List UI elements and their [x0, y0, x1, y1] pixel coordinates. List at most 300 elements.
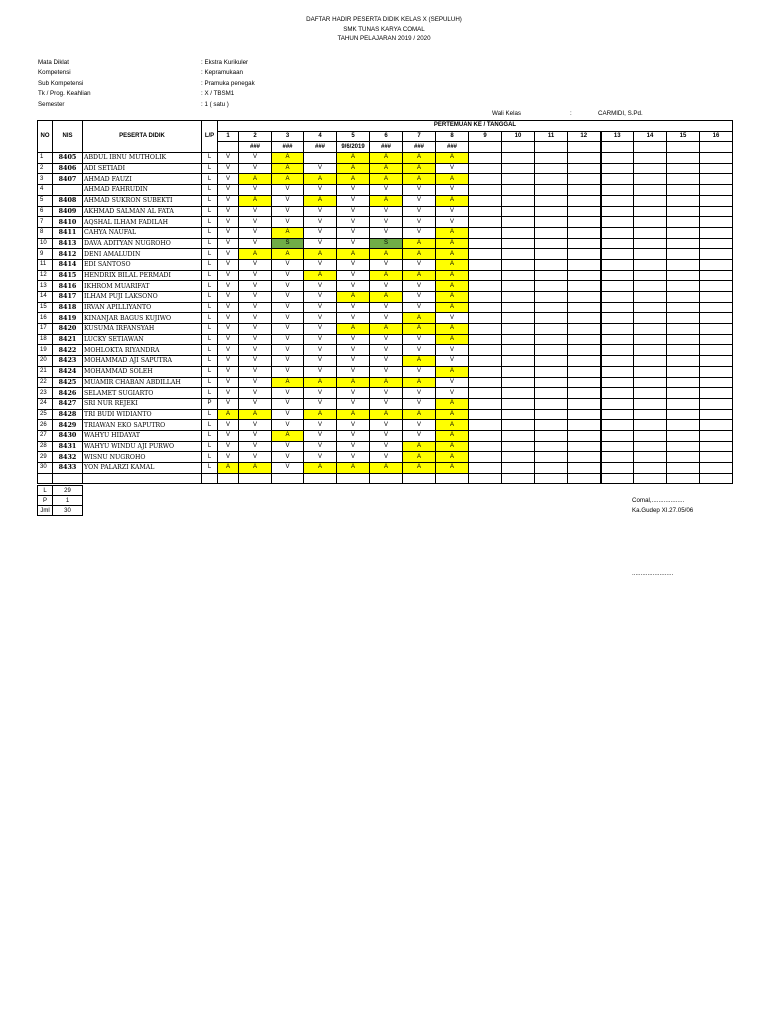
meeting-date: ###: [304, 142, 337, 153]
empty-cell: [601, 473, 634, 484]
attendance-cell: [535, 238, 568, 249]
wali-kelas-name: CARMIDI, S.Pd.: [598, 110, 643, 117]
meeting-date: ###: [239, 142, 272, 153]
attendance-cell: [700, 195, 733, 206]
attendance-cell: [667, 441, 700, 452]
attendance-cell: [535, 345, 568, 356]
attendance-cell: [700, 366, 733, 377]
attendance-cell: [700, 281, 733, 292]
attendance-cell: [667, 377, 700, 388]
attendance-cell: A: [403, 238, 436, 249]
attendance-cell: [502, 388, 535, 399]
attendance-cell: V: [436, 388, 469, 399]
row-no: 2: [38, 163, 53, 174]
attendance-cell: [667, 153, 700, 164]
attendance-cell: [634, 163, 667, 174]
attendance-cell: A: [436, 174, 469, 185]
row-nis: 8426: [53, 388, 83, 399]
meta-label: Mata Diklat: [38, 59, 69, 66]
attendance-cell: [601, 388, 634, 399]
summary-row: [38, 486, 83, 496]
attendance-cell: [667, 249, 700, 260]
attendance-cell: V: [304, 388, 337, 399]
attendance-cell: A: [337, 377, 370, 388]
attendance-cell: A: [337, 174, 370, 185]
attendance-cell: V: [272, 398, 304, 409]
attendance-cell: [535, 377, 568, 388]
attendance-cell: [535, 227, 568, 238]
attendance-cell: [535, 420, 568, 431]
row-lp: L: [202, 441, 218, 452]
attendance-cell: V: [218, 185, 239, 196]
attendance-cell: V: [403, 430, 436, 441]
attendance-cell: [502, 153, 535, 164]
attendance-cell: V: [436, 206, 469, 217]
row-no: 18: [38, 334, 53, 345]
attendance-cell: V: [218, 420, 239, 431]
meeting-date: [218, 142, 239, 153]
table-row: [38, 388, 733, 399]
row-no: 29: [38, 452, 53, 463]
attendance-cell: V: [337, 259, 370, 270]
attendance-cell: [535, 195, 568, 206]
attendance-cell: [634, 420, 667, 431]
attendance-cell: V: [304, 441, 337, 452]
attendance-cell: [568, 334, 601, 345]
attendance-cell: V: [403, 195, 436, 206]
row-name: TRI BUDI WIDIANTO: [83, 409, 202, 420]
table-row: [38, 270, 733, 281]
attendance-cell: [469, 174, 502, 185]
row-no: 3: [38, 174, 53, 185]
attendance-cell: [568, 195, 601, 206]
attendance-cell: [568, 441, 601, 452]
row-lp: L: [202, 249, 218, 260]
attendance-cell: [601, 420, 634, 431]
attendance-cell: V: [370, 185, 403, 196]
attendance-cell: A: [239, 409, 272, 420]
attendance-cell: [700, 334, 733, 345]
row-nis: 8413: [53, 238, 83, 249]
attendance-cell: V: [304, 345, 337, 356]
attendance-cell: [535, 409, 568, 420]
attendance-cell: V: [403, 334, 436, 345]
row-name: MUAMIR CHABAN ABDILLAH: [83, 377, 202, 388]
attendance-cell: [601, 345, 634, 356]
attendance-cell: [568, 174, 601, 185]
attendance-cell: V: [370, 398, 403, 409]
attendance-cell: [634, 356, 667, 367]
attendance-cell: [568, 452, 601, 463]
row-no: 20: [38, 356, 53, 367]
row-no: 19: [38, 345, 53, 356]
attendance-cell: V: [239, 441, 272, 452]
attendance-cell: V: [218, 270, 239, 281]
attendance-cell: [568, 313, 601, 324]
row-no: 9: [38, 249, 53, 260]
empty-cell: [202, 473, 218, 484]
attendance-cell: [568, 302, 601, 313]
row-no: 1: [38, 153, 53, 164]
empty-cell: [667, 473, 700, 484]
attendance-cell: V: [370, 313, 403, 324]
attendance-cell: A: [403, 163, 436, 174]
footer-place-date: Comal,...................: [632, 497, 685, 504]
attendance-cell: V: [304, 217, 337, 228]
row-lp: L: [202, 313, 218, 324]
table-row: [38, 259, 733, 270]
empty-cell: [634, 473, 667, 484]
attendance-cell: V: [218, 388, 239, 399]
attendance-cell: V: [337, 238, 370, 249]
attendance-cell: [535, 356, 568, 367]
row-nis: 8428: [53, 409, 83, 420]
attendance-cell: A: [403, 409, 436, 420]
attendance-cell: V: [272, 259, 304, 270]
row-lp: L: [202, 324, 218, 335]
attendance-cell: [568, 185, 601, 196]
attendance-cell: [700, 217, 733, 228]
attendance-cell: [535, 174, 568, 185]
attendance-cell: V: [239, 302, 272, 313]
attendance-cell: A: [436, 409, 469, 420]
attendance-cell: A: [436, 153, 469, 164]
attendance-cell: [634, 217, 667, 228]
table-row: [38, 195, 733, 206]
attendance-cell: [469, 377, 502, 388]
attendance-cell: V: [436, 345, 469, 356]
meeting-number: 4: [304, 131, 337, 142]
attendance-cell: [535, 463, 568, 474]
table-row: [38, 153, 733, 164]
attendance-cell: [568, 238, 601, 249]
attendance-cell: [568, 292, 601, 303]
row-nis: 8414: [53, 259, 83, 270]
meeting-number: 2: [239, 131, 272, 142]
attendance-cell: [469, 366, 502, 377]
row-no: 21: [38, 366, 53, 377]
attendance-cell: [634, 195, 667, 206]
attendance-cell: [502, 377, 535, 388]
attendance-cell: [667, 463, 700, 474]
attendance-cell: [601, 334, 634, 345]
attendance-cell: [634, 430, 667, 441]
attendance-cell: V: [337, 281, 370, 292]
attendance-cell: V: [337, 217, 370, 228]
attendance-cell: [535, 441, 568, 452]
row-lp: L: [202, 174, 218, 185]
wali-kelas-label: Wali Kelas: [492, 110, 521, 117]
empty-cell: [568, 473, 601, 484]
attendance-cell: V: [403, 206, 436, 217]
attendance-cell: A: [403, 270, 436, 281]
attendance-cell: V: [403, 345, 436, 356]
attendance-cell: V: [304, 302, 337, 313]
attendance-cell: V: [272, 302, 304, 313]
attendance-cell: [502, 249, 535, 260]
attendance-cell: [700, 206, 733, 217]
row-name: ADI SETIADI: [83, 163, 202, 174]
empty-cell: [53, 473, 83, 484]
row-nis: 8408: [53, 195, 83, 206]
attendance-cell: [469, 227, 502, 238]
attendance-cell: V: [239, 238, 272, 249]
attendance-cell: V: [337, 227, 370, 238]
attendance-cell: V: [304, 206, 337, 217]
attendance-cell: [568, 206, 601, 217]
attendance-cell: A: [304, 174, 337, 185]
attendance-cell: [469, 441, 502, 452]
attendance-cell: A: [403, 452, 436, 463]
row-nis: 8405: [53, 153, 83, 164]
meta-label: Tk / Prog. Keahlian: [38, 90, 91, 98]
attendance-cell: V: [304, 292, 337, 303]
attendance-cell: [535, 388, 568, 399]
summary-label: Jml: [38, 506, 53, 516]
attendance-cell: V: [370, 281, 403, 292]
table-row: [38, 238, 733, 249]
row-name: DENI AMALUDIN: [83, 249, 202, 260]
table-row: [38, 217, 733, 228]
attendance-cell: V: [272, 217, 304, 228]
attendance-cell: [469, 153, 502, 164]
attendance-cell: V: [218, 153, 239, 164]
attendance-cell: [568, 409, 601, 420]
attendance-cell: A: [272, 174, 304, 185]
table-row: [38, 398, 733, 409]
attendance-cell: [667, 409, 700, 420]
attendance-cell: A: [272, 227, 304, 238]
attendance-cell: [667, 185, 700, 196]
attendance-cell: V: [370, 441, 403, 452]
meeting-number: 14: [634, 131, 667, 142]
attendance-cell: V: [337, 452, 370, 463]
row-lp: P: [202, 398, 218, 409]
attendance-cell: [601, 270, 634, 281]
attendance-cell: [535, 163, 568, 174]
meeting-number: 11: [535, 131, 568, 142]
attendance-cell: [700, 409, 733, 420]
table-row: [38, 452, 733, 463]
row-lp: L: [202, 334, 218, 345]
attendance-cell: [502, 313, 535, 324]
attendance-cell: [700, 185, 733, 196]
attendance-cell: V: [218, 324, 239, 335]
attendance-cell: [634, 153, 667, 164]
row-name: SRI NUR REJEKI: [83, 398, 202, 409]
attendance-cell: V: [304, 398, 337, 409]
empty-cell: [502, 473, 535, 484]
attendance-cell: A: [272, 153, 304, 164]
attendance-cell: [469, 452, 502, 463]
attendance-cell: [469, 163, 502, 174]
meeting-number: 12: [568, 131, 601, 142]
row-no: 14: [38, 292, 53, 303]
attendance-cell: V: [304, 259, 337, 270]
attendance-cell: [667, 195, 700, 206]
row-name: IKHROM MUARIFAT: [83, 281, 202, 292]
attendance-cell: [469, 217, 502, 228]
row-name: AKHMAD SALMAN AL FATA: [83, 206, 202, 217]
attendance-cell: V: [272, 452, 304, 463]
attendance-cell: [535, 334, 568, 345]
attendance-cell: V: [272, 345, 304, 356]
attendance-cell: V: [370, 302, 403, 313]
summary-label: L: [38, 486, 53, 496]
row-name: ABDUL IBNU MUTHOLIK: [83, 153, 202, 164]
row-name: KINANJAR BAGUS KUJIWO: [83, 313, 202, 324]
attendance-cell: [700, 345, 733, 356]
attendance-cell: [667, 238, 700, 249]
attendance-cell: [601, 249, 634, 260]
meeting-number: 3: [272, 131, 304, 142]
attendance-cell: A: [370, 463, 403, 474]
attendance-cell: A: [436, 398, 469, 409]
meta-row: [38, 79, 255, 89]
attendance-cell: [601, 324, 634, 335]
row-lp: L: [202, 452, 218, 463]
attendance-cell: A: [403, 377, 436, 388]
summary-row: [38, 496, 83, 506]
meta-row: [38, 100, 255, 110]
attendance-cell: [667, 292, 700, 303]
row-name: MOHLOKTA RIYANDRA: [83, 345, 202, 356]
attendance-cell: [502, 334, 535, 345]
meeting-date: [469, 142, 502, 153]
attendance-cell: V: [337, 356, 370, 367]
row-lp: L: [202, 195, 218, 206]
attendance-cell: V: [304, 238, 337, 249]
attendance-cell: A: [304, 195, 337, 206]
attendance-cell: A: [436, 430, 469, 441]
attendance-cell: V: [239, 398, 272, 409]
attendance-cell: [601, 313, 634, 324]
row-lp: L: [202, 377, 218, 388]
meeting-date: [667, 142, 700, 153]
attendance-cell: V: [304, 185, 337, 196]
attendance-cell: A: [436, 259, 469, 270]
attendance-cell: V: [403, 388, 436, 399]
attendance-cell: A: [436, 463, 469, 474]
attendance-cell: V: [239, 377, 272, 388]
attendance-cell: A: [337, 324, 370, 335]
attendance-cell: [667, 302, 700, 313]
attendance-cell: V: [239, 259, 272, 270]
row-name: SELAMET SUGIARTO: [83, 388, 202, 399]
attendance-cell: V: [272, 409, 304, 420]
attendance-cell: [634, 463, 667, 474]
row-lp: L: [202, 217, 218, 228]
attendance-cell: [535, 302, 568, 313]
attendance-cell: [568, 398, 601, 409]
attendance-cell: [469, 345, 502, 356]
attendance-cell: V: [370, 356, 403, 367]
attendance-cell: [568, 388, 601, 399]
attendance-cell: V: [218, 302, 239, 313]
attendance-cell: [634, 292, 667, 303]
empty-cell: [436, 473, 469, 484]
attendance-table: [37, 120, 733, 484]
row-no: 28: [38, 441, 53, 452]
attendance-cell: [469, 302, 502, 313]
attendance-cell: [601, 153, 634, 164]
attendance-cell: A: [403, 463, 436, 474]
attendance-cell: A: [218, 463, 239, 474]
row-nis: 8406: [53, 163, 83, 174]
attendance-cell: V: [272, 366, 304, 377]
attendance-cell: V: [218, 398, 239, 409]
attendance-cell: V: [239, 163, 272, 174]
empty-cell: [535, 473, 568, 484]
attendance-cell: [601, 452, 634, 463]
attendance-cell: [568, 463, 601, 474]
header-meetings: PERTEMUAN KE / TANGGAL: [218, 121, 733, 132]
row-lp: L: [202, 366, 218, 377]
attendance-cell: [601, 292, 634, 303]
attendance-cell: [502, 430, 535, 441]
attendance-cell: A: [403, 174, 436, 185]
attendance-cell: V: [370, 366, 403, 377]
attendance-cell: V: [403, 281, 436, 292]
attendance-cell: V: [272, 206, 304, 217]
summary-table: [37, 485, 83, 516]
attendance-cell: [601, 195, 634, 206]
attendance-cell: V: [370, 420, 403, 431]
attendance-cell: A: [436, 227, 469, 238]
attendance-cell: [502, 270, 535, 281]
row-nis: 8424: [53, 366, 83, 377]
attendance-cell: [502, 452, 535, 463]
row-no: 15: [38, 302, 53, 313]
attendance-cell: V: [239, 270, 272, 281]
summary-value: 30: [53, 506, 83, 516]
attendance-cell: [469, 195, 502, 206]
table-row: [38, 377, 733, 388]
attendance-cell: [667, 356, 700, 367]
attendance-cell: [601, 377, 634, 388]
attendance-cell: V: [370, 452, 403, 463]
attendance-cell: V: [239, 388, 272, 399]
attendance-cell: [667, 270, 700, 281]
attendance-cell: [667, 217, 700, 228]
table-row: [38, 324, 733, 335]
attendance-cell: A: [272, 377, 304, 388]
attendance-cell: V: [218, 227, 239, 238]
summary-value: 1: [53, 496, 83, 506]
row-name: YON PALARZI KAMAL: [83, 463, 202, 474]
meeting-date: [535, 142, 568, 153]
row-no: 25: [38, 409, 53, 420]
empty-cell: [38, 473, 53, 484]
attendance-cell: V: [218, 174, 239, 185]
attendance-cell: V: [403, 259, 436, 270]
attendance-cell: [667, 398, 700, 409]
meeting-number: 15: [667, 131, 700, 142]
attendance-cell: A: [436, 420, 469, 431]
attendance-cell: [469, 324, 502, 335]
row-name: MOHAMMAD AJI SAPUTRA: [83, 356, 202, 367]
attendance-cell: [568, 270, 601, 281]
attendance-cell: A: [370, 292, 403, 303]
header-nis: NIS: [53, 121, 83, 153]
attendance-cell: [634, 249, 667, 260]
attendance-cell: A: [436, 302, 469, 313]
row-name: AQSHAL ILHAM FADILAH: [83, 217, 202, 228]
row-no: 6: [38, 206, 53, 217]
title-line-3: TAHUN PELAJARAN 2019 / 2020: [337, 35, 431, 42]
attendance-cell: V: [218, 195, 239, 206]
attendance-cell: [601, 430, 634, 441]
